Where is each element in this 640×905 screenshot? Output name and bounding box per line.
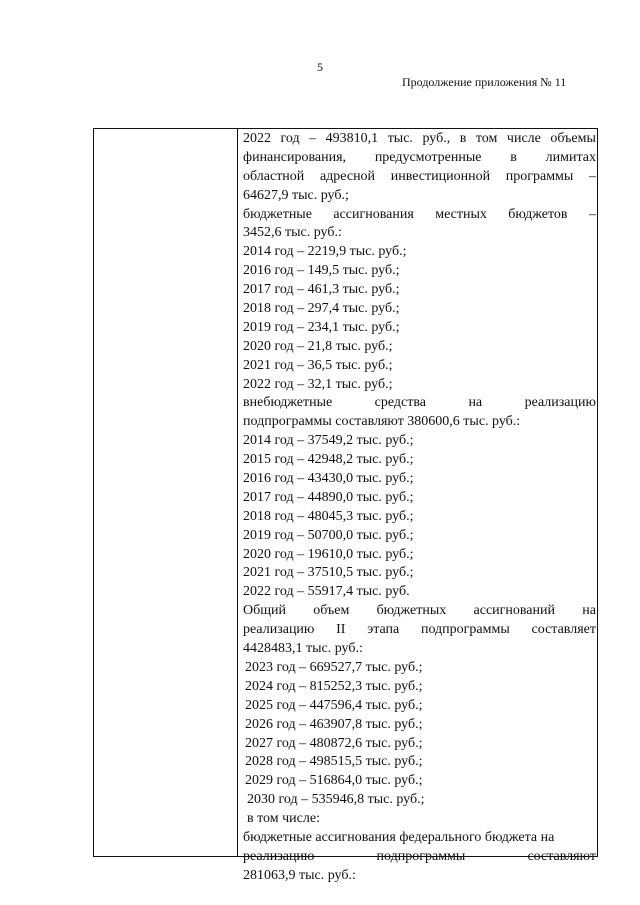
year-line: 2017 год – 461,3 тыс. руб.;: [243, 282, 400, 298]
word: в: [510, 149, 517, 165]
year-line: 2021 год – 36,5 тыс. руб.;: [243, 357, 393, 373]
word: бюджетных: [376, 603, 447, 619]
word: составляет: [531, 622, 596, 638]
word: подпрограммы: [420, 622, 510, 638]
paragraph-line: [243, 602, 596, 621]
word: адресной: [319, 168, 376, 184]
word: –: [588, 206, 596, 222]
word: бюджетные: [243, 206, 312, 222]
paragraph-line: 64627,9 тыс. руб.;: [243, 187, 349, 203]
continuation-caption: Продолжение приложения № 11: [402, 75, 567, 89]
word: областной: [243, 168, 305, 184]
word: внебюджетные: [243, 395, 333, 411]
word: лимитах: [545, 149, 596, 165]
year-line: 2022 год – 32,1 тыс. руб.;: [243, 376, 393, 392]
word: реализацию: [243, 848, 315, 864]
year-line: 2019 год – 50700,0 тыс. руб.;: [243, 527, 414, 543]
word: ассигнования: [333, 206, 414, 222]
year-line: 2015 год – 42948,2 тыс. руб.;: [243, 452, 414, 468]
content-table: [93, 128, 598, 883]
paragraph-line: бюджетные ассигнования федерального бюджета на: [243, 829, 555, 845]
word: средства: [374, 395, 427, 411]
word: предусмотренные: [374, 149, 482, 165]
word: составляют: [527, 848, 596, 864]
year-line: 2021 год – 37510,5 тыс. руб.;: [243, 565, 414, 581]
year-line: 2019 год – 234,1 тыс. руб.;: [243, 319, 400, 335]
paragraph-line: [243, 149, 596, 168]
word: –: [309, 131, 317, 146]
paragraph-line: подпрограммы составляют 380600,6 тыс. руб.:: [243, 414, 521, 430]
word: на: [582, 603, 596, 619]
word: –: [588, 168, 596, 184]
word: объем: [313, 603, 350, 619]
paragraph-line: 3452,6 тыс. руб.:: [243, 225, 342, 241]
word: в: [459, 131, 467, 146]
table-right-cell: [243, 130, 596, 886]
word: год: [280, 131, 300, 146]
word: II: [336, 622, 346, 638]
word: местных: [435, 206, 487, 222]
year-line: 2024 год – 815252,3 тыс. руб.;: [245, 678, 423, 694]
word: руб.,: [422, 131, 451, 146]
paragraph-line: 4428483,1 тыс. руб.:: [243, 641, 363, 657]
word: финансирования,: [243, 149, 347, 165]
word: тыс.: [387, 131, 413, 146]
word: том: [475, 131, 498, 146]
word: Общий: [243, 603, 286, 619]
paragraph-line: [243, 848, 596, 867]
paragraph-line: [243, 621, 596, 640]
paragraph-line: [243, 130, 596, 149]
word: ассигнований: [473, 603, 555, 619]
year-line: 2016 год – 43430,0 тыс. руб.;: [243, 471, 414, 487]
year-line: 2020 год – 21,8 тыс. руб.;: [243, 338, 393, 354]
paragraph-line: в том числе:: [247, 811, 320, 827]
paragraph-line: [243, 206, 596, 225]
year-line: 2014 год – 2219,9 тыс. руб.;: [243, 244, 407, 260]
word: 493810,1: [325, 131, 379, 146]
word: реализацию: [524, 395, 596, 411]
year-line: 2017 год – 44890,0 тыс. руб.;: [243, 489, 414, 505]
word: программы: [505, 168, 574, 184]
word: бюджетов: [508, 206, 568, 222]
paragraph-line: [243, 394, 596, 413]
word: объемы: [550, 131, 596, 146]
year-line: 2018 год – 48045,3 тыс. руб.;: [243, 508, 414, 524]
year-line: 2016 год – 149,5 тыс. руб.;: [243, 263, 400, 279]
word: реализацию: [243, 622, 315, 638]
word: 2022: [243, 131, 271, 146]
word: на: [468, 395, 483, 411]
year-line: 2023 год – 669527,7 тыс. руб.;: [245, 659, 423, 675]
page-number: 5: [317, 60, 323, 74]
year-line: 2022 год – 55917,4 тыс. руб.: [243, 584, 410, 600]
table-left-cell: [94, 129, 238, 856]
word: числе: [506, 131, 541, 146]
year-line: 2025 год – 447596,4 тыс. руб.;: [245, 697, 423, 713]
year-line: 2026 год – 463907,8 тыс. руб.;: [245, 716, 423, 732]
paragraph-line: [243, 168, 596, 187]
year-line: 2020 год – 19610,0 тыс. руб.;: [243, 546, 414, 562]
year-line: 2018 год – 297,4 тыс. руб.;: [243, 301, 400, 317]
paragraph-line: 281063,9 тыс. руб.:: [243, 867, 356, 883]
year-line: 2014 год – 37549,2 тыс. руб.;: [243, 433, 414, 449]
word: этапа: [367, 622, 400, 638]
word: подпрограммы: [376, 848, 466, 864]
word: инвестиционной: [390, 168, 491, 184]
year-line: 2030 год – 535946,8 тыс. руб.;: [247, 792, 425, 808]
year-line: 2029 год – 516864,0 тыс. руб.;: [245, 773, 423, 789]
year-line: 2027 год – 480872,6 тыс. руб.;: [245, 735, 423, 751]
year-line: 2028 год – 498515,5 тыс. руб.;: [245, 754, 423, 770]
